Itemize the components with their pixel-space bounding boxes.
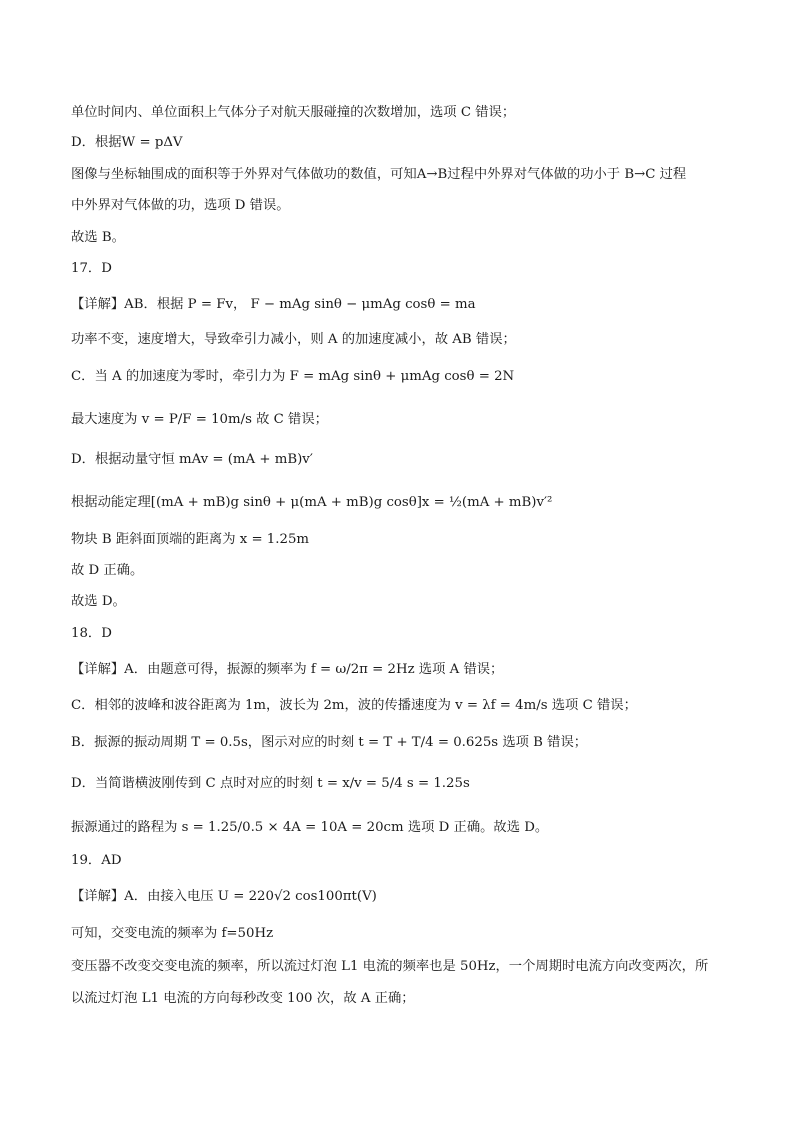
text-line: 故选 D。 (71, 594, 126, 609)
text-line: D．根据动量守恒 mAv = (mA + mB)v′ (71, 452, 313, 467)
text-line: 振源通过的路程为 s = 1.25/0.5 × 4A = 10A = 20cm 选项 D 正确。故选 D。 (71, 820, 549, 835)
question-number: 19．AD (71, 853, 122, 868)
text-line: 根据动能定理[(mA + mB)g sinθ + μ(mA + mB)g cosθ]x = ½(mA + mB)v′² (71, 495, 553, 510)
text-line: 最大速度为 v = P/F = 10m/s 故 C 错误； (71, 412, 328, 427)
text-line: B．振源的振动周期 T = 0.5s，图示对应的时刻 t = T + T/4 = 0.625s 选项 B 错误； (71, 735, 588, 750)
text-line: 单位时间内、单位面积上气体分子对航天服碰撞的次数增加，选项 C 错误； (71, 105, 516, 120)
text-line: 变压器不改变交变电流的频率，所以流过灯泡 L1 电流的频率也是 50Hz，一个周期时电流方向改变两次，所 (71, 959, 709, 974)
text-line: 【详解】A．由题意可得，振源的频率为 f = ω/2π = 2Hz 选项 A 错误； (71, 662, 504, 677)
text-line: 【详解】A．由接入电压 U = 220√2 cos100πt(V) (71, 889, 377, 904)
text-line: 可知，交变电流的频率为 f=50Hz (71, 926, 274, 941)
question-number: 18．D (71, 626, 112, 641)
text-line: C．当 A 的加速度为零时，牵引力为 F = mAg sinθ + μmAg cosθ = 2N (71, 369, 515, 384)
text-line: 【详解】AB．根据 P = Fv， F − mAg sinθ − μmAg cosθ = ma (71, 297, 476, 312)
text-line: 以流过灯泡 L1 电流的方向每秒改变 100 次，故 A 正确； (71, 991, 415, 1006)
text-line: 功率不变，速度增大，导致牵引力减小，则 A 的加速度减小，故 AB 错误； (71, 332, 516, 347)
text-line: 图像与坐标轴围成的面积等于外界对气体做功的数值，可知A→B过程中外界对气体做的功小于 B→C 过程 (71, 167, 687, 182)
text-line: C．相邻的波峰和波谷距离为 1m，波长为 2m，波的传播速度为 v = λf = 4m/s 选项 C 错误； (71, 698, 637, 713)
text-line: D．根据W = pΔV (71, 135, 183, 150)
text-line: 中外界对气体做的功，选项 D 错误。 (71, 198, 290, 213)
text-line: 物块 B 距斜面顶端的距离为 x = 1.25m (71, 532, 310, 547)
text-line: 故 D 正确。 (71, 563, 144, 578)
question-number: 17．D (71, 261, 112, 276)
text-line: D．当简谐横波刚传到 C 点时对应的时刻 t = x/v = 5/4 s = 1.25s (71, 776, 470, 791)
text-line: 故选 B。 (71, 230, 125, 245)
